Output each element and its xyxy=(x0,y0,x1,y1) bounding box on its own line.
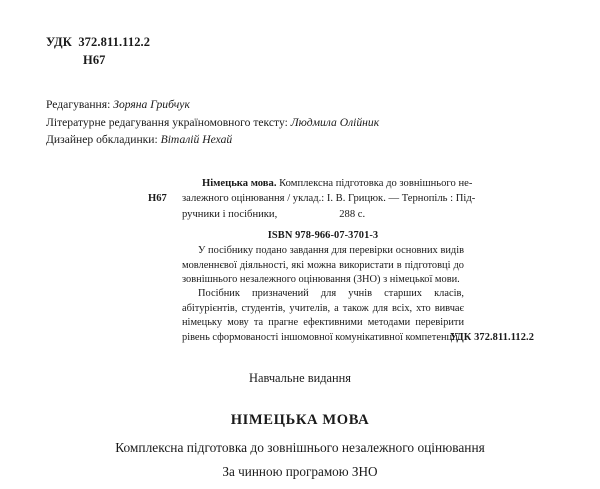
biblio-line-1-rest: Комплексна підготовка до зовнішнього не- xyxy=(276,178,473,189)
credit-name-literary-editing: Людмила Олійник xyxy=(290,115,380,129)
credit-role-literary-editing: Літературне редагування україномовного тексту: xyxy=(46,115,291,129)
annotation-block xyxy=(182,229,464,345)
credit-name-editing: Зоряна Грибчук xyxy=(113,98,190,111)
page-subtitle: Комплексна підготовка до зовнішнього незалежного оцінювання xyxy=(115,440,485,455)
credits-block xyxy=(46,96,379,149)
biblio-page-count: 288 с. xyxy=(339,208,366,220)
programme-note: За чинною програмою ЗНО xyxy=(222,464,378,479)
biblio-line-3 xyxy=(148,207,548,222)
udc-block xyxy=(46,34,150,70)
credit-row-literary-editing xyxy=(46,114,379,132)
credit-name-cover-designer: Віталій Нехай xyxy=(160,133,233,147)
credit-row-editing xyxy=(46,96,379,114)
credit-row-cover-designer xyxy=(46,131,379,149)
annotation-paragraph-1: У посібнику подано завдання для перевірки основних видів мовленнєвої діяльності, які можна використати в підготовці до зовнішнього незалежного оцінювання (ЗНО) з німецької мови. xyxy=(182,245,464,286)
biblio-line-2-text: залежного оцінювання / уклад.: І. В. Грицюк. — Тернопіль : Під- xyxy=(182,193,476,205)
biblio-line-2 xyxy=(148,191,548,206)
udc-shelfmark: Н67 xyxy=(83,52,106,67)
credit-role-cover-designer: Дизайнер обкладинки: xyxy=(46,133,161,147)
biblio-book-title: Німецька мова. xyxy=(202,178,277,189)
page-title: НІМЕЦЬКА МОВА xyxy=(230,412,370,428)
annotation-paragraph-2: Посібник призначений для учнів старших класів, абітурієнтів, студентів, учителів, а також для всіх, хто вивчає німецьку мову та прагне ефективними методами перевірити рівень сформованості іншомовної комунікативної компетенції. xyxy=(182,288,464,343)
biblio-publisher-tail: ручники і посібники, xyxy=(182,208,278,220)
udc-repeat: УДК 372.811.112.2 xyxy=(449,332,534,343)
udc-code: УДК 372.811.112.2 xyxy=(46,35,151,49)
credit-role-editing: Редагування: xyxy=(46,98,114,111)
biblio-shelfmark: Н67 xyxy=(148,193,167,205)
bibliographic-record xyxy=(148,176,548,222)
isbn-value: ISBN 978-966-07-3701-3 xyxy=(267,230,379,241)
biblio-line-1 xyxy=(148,176,548,191)
edition-type: Навчальне видання xyxy=(249,371,351,385)
